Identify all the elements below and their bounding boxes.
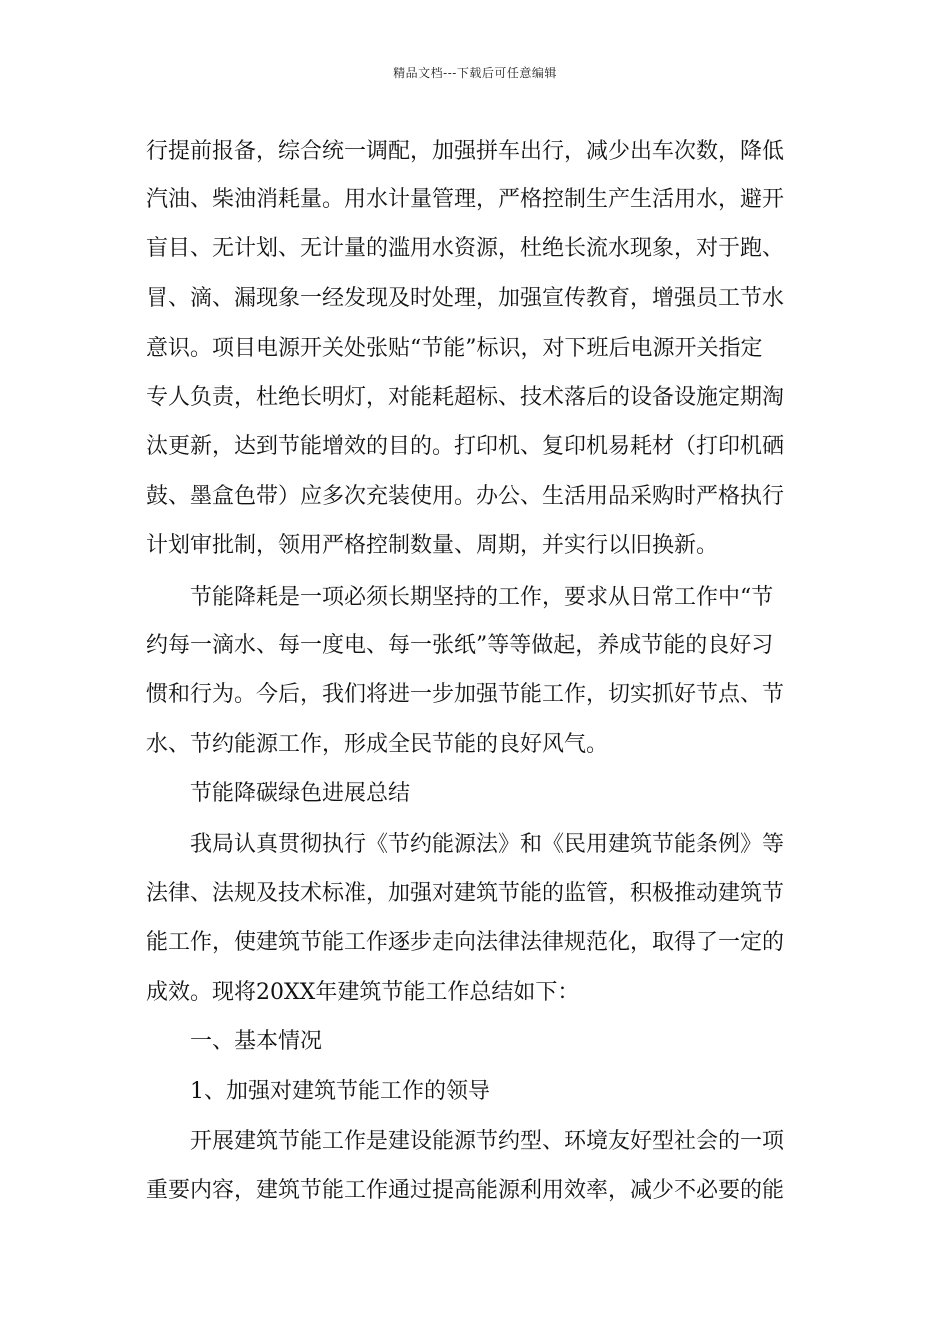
- section-heading: 1、加强对建筑节能工作的领导: [190, 1079, 490, 1104]
- text-line: 冒、滴、漏现象一经发现及时处理，加强宣传教育，增强员工节水: [146, 286, 785, 311]
- page-header: 精品文档---下载后可任意编辑: [393, 66, 557, 80]
- text-line: 意识。项目电源开关处张贴“节能”标识，对下班后电源开关指定: [146, 336, 763, 361]
- text-line: 汽油、柴油消耗量。用水计量管理，严格控制生产生活用水，避开: [146, 187, 785, 212]
- text-line: 开展建筑节能工作是建设能源节约型、环境友好型社会的一项: [190, 1129, 785, 1154]
- text-line: 法律、法规及技术标准，加强对建筑节能的监管，积极推动建筑节: [146, 881, 785, 906]
- text-line: 重要内容，建筑节能工作通过提高能源利用效率，减少不必要的能: [146, 1178, 785, 1203]
- text-line: 专人负责，杜绝长明灯，对能耗超标、技术落后的设备设施定期淘: [146, 385, 785, 410]
- text-line: 鼓、墨盒色带）应多次充装使用。办公、生活用品采购时严格执行: [146, 484, 785, 509]
- text-line: 节能降耗是一项必须长期坚持的工作，要求从日常工作中“节: [190, 585, 774, 610]
- text-line: 行提前报备，综合统一调配，加强拼车出行，减少出车次数，降低: [146, 139, 785, 164]
- text-line: 水、节约能源工作，形成全民节能的良好风气。: [146, 732, 609, 757]
- text-line: 能工作，使建筑节能工作逐步走向法律法律规范化，取得了一定的: [146, 930, 785, 955]
- text-line: 惯和行为。今后，我们将进一步加强节能工作，切实抓好节点、节: [146, 682, 785, 707]
- section-heading: 节能降碳绿色进展总结: [190, 781, 411, 806]
- text-line: 约每一滴水、每一度电、每一张纸”等等做起，养成节能的良好习: [146, 633, 774, 658]
- text-line: 成效。现将20XX年建筑节能工作总结如下：: [146, 980, 580, 1005]
- text-line: 计划审批制，领用严格控制数量、周期，并实行以旧换新。: [146, 533, 719, 558]
- text-line: 盲目、无计划、无计量的滥用水资源，杜绝长流水现象，对于跑、: [146, 236, 785, 261]
- section-heading: 一、基本情况: [190, 1029, 323, 1054]
- text-line: 汰更新，达到节能增效的目的。打印机、复印机易耗材（打印机硒: [146, 434, 785, 459]
- text-line: 我局认真贯彻执行《节约能源法》和《民用建筑节能条例》等: [190, 832, 785, 857]
